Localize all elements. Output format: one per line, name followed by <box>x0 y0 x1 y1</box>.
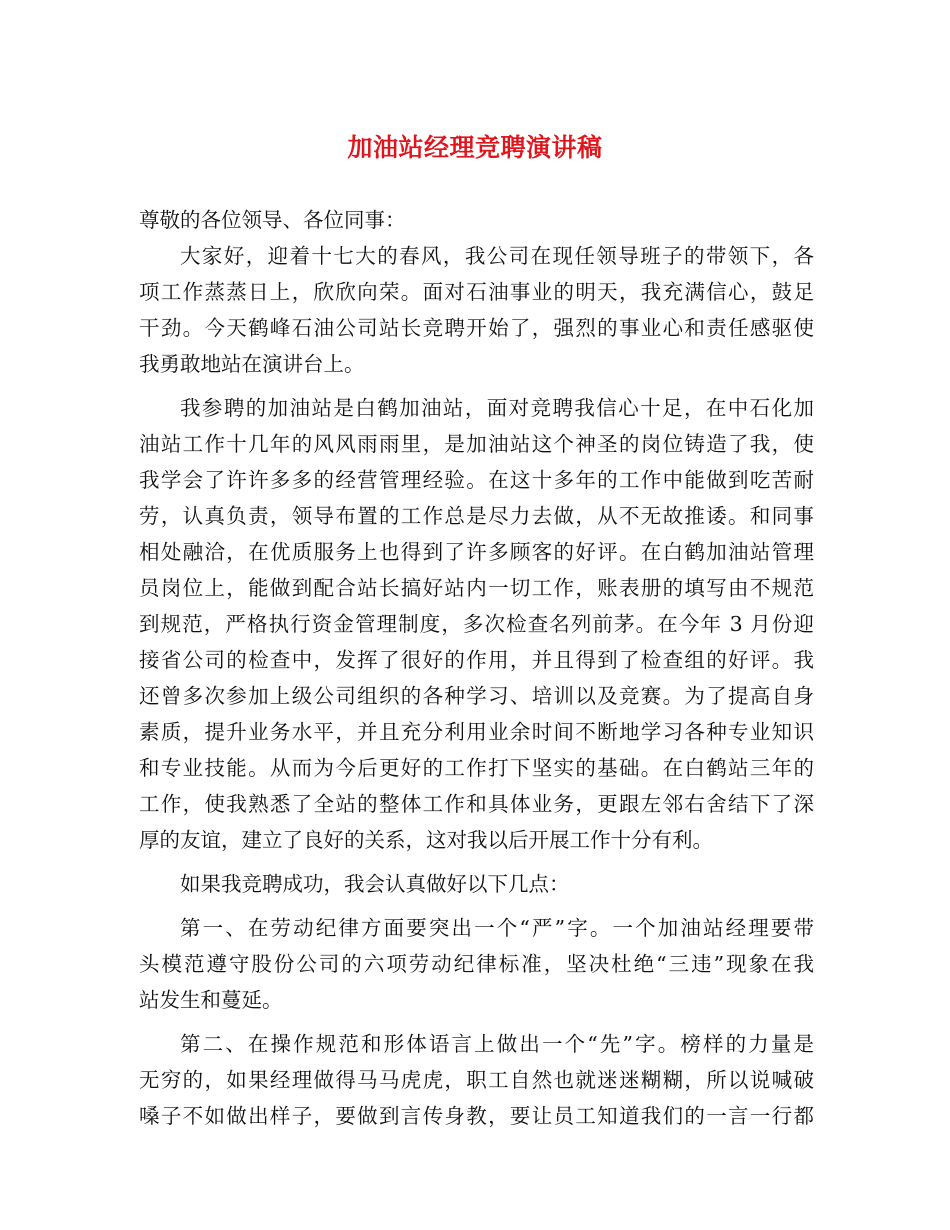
paragraph-line: 我参聘的加油站是白鹤加油站，面对竞聘我信心十足，在中石化加 <box>180 396 814 420</box>
paragraph-5 <box>139 1026 814 1134</box>
paragraph-4 <box>139 910 814 1018</box>
paragraph-line: 大家好，迎着十七大的春风，我公司在现任领导班子的带领下，各 <box>180 244 814 268</box>
document-body <box>139 202 814 1134</box>
paragraph-line: 我学会了许许多多的经营管理经验。在这十多年的工作中能做到吃苦耐 <box>139 468 814 492</box>
paragraph-line: 我勇敢地站在演讲台上。 <box>139 352 365 376</box>
paragraph-line: 素质，提升业务水平，并且充分利用业余时间不断地学习各种专业知识 <box>139 720 814 744</box>
paragraph-line: 头模范遵守股份公司的六项劳动纪律标准，坚决杜绝“三违”现象在我 <box>139 952 814 976</box>
paragraph-line: 工作，使我熟悉了全站的整体工作和具体业务，更跟左邻右舍结下了深 <box>139 792 814 816</box>
salutation: 尊敬的各位领导、各位同事： <box>139 208 406 232</box>
paragraph-line: 接省公司的检查中，发挥了很好的作用，并且得到了检查组的好评。我 <box>139 648 814 672</box>
paragraph-line: 干劲。今天鹤峰石油公司站长竞聘开始了，强烈的事业心和责任感驱使 <box>139 316 814 340</box>
paragraph-line: 劳，认真负责，领导布置的工作总是尽力去做，从不无故推诿。和同事 <box>139 504 814 528</box>
paragraph-1 <box>139 238 814 382</box>
paragraph-line: 第二、在操作规范和形体语言上做出一个“先”字。榜样的力量是 <box>180 1032 814 1056</box>
paragraph-line: 到规范，严格执行资金管理制度，多次检查名列前茅。在今年 3 月份迎 <box>139 612 814 636</box>
paragraph-line: 和专业技能。从而为今后更好的工作打下坚实的基础。在白鹤站三年的 <box>139 756 814 780</box>
paragraph-line: 油站工作十几年的风风雨雨里，是加油站这个神圣的岗位铸造了我，使 <box>139 432 814 456</box>
paragraph-line: 相处融洽，在优质服务上也得到了许多顾客的好评。在白鹤加油站管理 <box>139 540 814 564</box>
paragraph-line: 第一、在劳动纪律方面要突出一个“严”字。一个加油站经理要带 <box>180 916 814 940</box>
paragraph-line: 厚的友谊，建立了良好的关系，这对我以后开展工作十分有利。 <box>139 828 713 852</box>
paragraph-line: 站发生和蔓延。 <box>139 988 283 1012</box>
document-title: 加油站经理竞聘演讲稿 <box>347 133 603 162</box>
paragraph-line: 无穷的，如果经理做得马马虎虎，职工自然也就迷迷糊糊，所以说喊破 <box>139 1068 814 1092</box>
paragraph-line: 如果我竞聘成功，我会认真做好以下几点： <box>180 872 570 896</box>
paragraph-line: 项工作蒸蒸日上，欣欣向荣。面对石油事业的明天，我充满信心，鼓足 <box>139 280 814 304</box>
paragraph-line: 还曾多次参加上级公司组织的各种学习、培训以及竞赛。为了提高自身 <box>139 684 814 708</box>
paragraph-2 <box>139 390 814 858</box>
paragraph-3 <box>139 866 814 902</box>
paragraph-line: 嗓子不如做出样子，要做到言传身教，要让员工知道我们的一言一行都 <box>139 1104 814 1128</box>
paragraph-line: 员岗位上，能做到配合站长搞好站内一切工作，账表册的填写由不规范 <box>139 576 814 600</box>
